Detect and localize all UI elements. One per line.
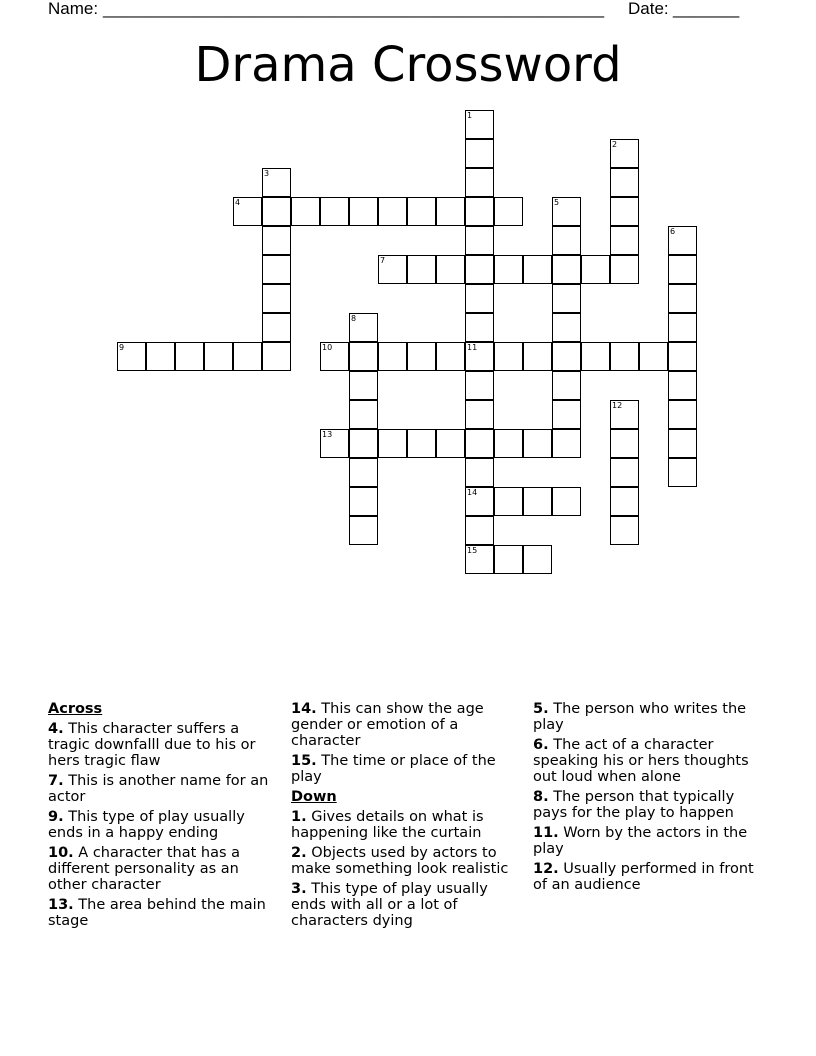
grid-cell[interactable]: [349, 516, 378, 545]
cell-number: 3: [264, 169, 270, 178]
grid-cell[interactable]: [465, 458, 494, 487]
cell-number: 6: [670, 227, 676, 236]
header: [48, 0, 768, 20]
grid-cell[interactable]: [146, 342, 175, 371]
grid-cell[interactable]: [465, 342, 494, 371]
grid-cell[interactable]: [465, 429, 494, 458]
grid-cell[interactable]: [610, 487, 639, 516]
grid-cell[interactable]: [349, 400, 378, 429]
grid-cell[interactable]: [465, 516, 494, 545]
grid-cell[interactable]: [552, 487, 581, 516]
cell-number: 4: [235, 198, 241, 207]
grid-cell[interactable]: [523, 255, 552, 284]
grid-cell[interactable]: [552, 400, 581, 429]
name-label: Name:: [48, 0, 99, 18]
grid-cell[interactable]: [262, 342, 291, 371]
grid-cell[interactable]: [465, 226, 494, 255]
grid-cell[interactable]: [552, 226, 581, 255]
grid-cell[interactable]: [610, 458, 639, 487]
cell-number: 1: [467, 111, 473, 120]
grid-cell[interactable]: [262, 197, 291, 226]
grid-cell[interactable]: [610, 139, 639, 168]
grid-cell[interactable]: [552, 342, 581, 371]
grid-cell[interactable]: [291, 197, 320, 226]
grid-cell[interactable]: [349, 197, 378, 226]
grid-cell[interactable]: [494, 255, 523, 284]
grid-cell[interactable]: [668, 255, 697, 284]
grid-cell[interactable]: [262, 313, 291, 342]
clues-column-2: [291, 701, 519, 933]
down-clue: 12. Usually performed in front of an audience: [533, 861, 754, 893]
grid-cell[interactable]: [407, 255, 436, 284]
cell-number: 12: [612, 401, 623, 410]
grid-cell[interactable]: [610, 168, 639, 197]
grid-cell[interactable]: [378, 197, 407, 226]
date-field[interactable]: _______: [673, 0, 740, 18]
grid-cell[interactable]: [465, 487, 494, 516]
grid-cell[interactable]: [436, 197, 465, 226]
grid-cell[interactable]: [668, 284, 697, 313]
grid-cell[interactable]: [262, 284, 291, 313]
grid-cell[interactable]: [523, 342, 552, 371]
grid-cell[interactable]: [610, 197, 639, 226]
grid-cell[interactable]: [233, 197, 262, 226]
grid-cell[interactable]: [349, 313, 378, 342]
grid-cell[interactable]: [378, 255, 407, 284]
grid-cell[interactable]: [552, 284, 581, 313]
grid-cell[interactable]: [610, 516, 639, 545]
grid-cell[interactable]: [523, 429, 552, 458]
cell-number: 9: [119, 343, 125, 352]
down-clue: 6. The act of a character speaking his or hers thoughts out loud when alone: [533, 737, 749, 785]
grid-cell[interactable]: [523, 545, 552, 574]
grid-cell[interactable]: [465, 284, 494, 313]
cell-number: 11: [467, 343, 478, 352]
grid-cell[interactable]: [552, 371, 581, 400]
down-clue: 1. Gives details on what is happening like the curtain: [291, 809, 484, 841]
grid-cell[interactable]: [465, 371, 494, 400]
cell-number: 15: [467, 546, 478, 555]
grid-cell[interactable]: [610, 400, 639, 429]
grid-cell[interactable]: [320, 429, 349, 458]
grid-cell[interactable]: [581, 255, 610, 284]
grid-cell[interactable]: [349, 342, 378, 371]
clues-column-3: [533, 701, 761, 897]
grid-cell[interactable]: [523, 487, 552, 516]
grid-cell[interactable]: [494, 545, 523, 574]
grid-cell[interactable]: [262, 255, 291, 284]
name-field[interactable]: _____________________________________________________: [103, 0, 605, 18]
grid-cell[interactable]: [668, 429, 697, 458]
cell-number: 13: [322, 430, 333, 439]
page-title: Drama Crossword: [194, 37, 622, 93]
grid-cell[interactable]: [349, 487, 378, 516]
grid-cell[interactable]: [552, 197, 581, 226]
down-heading: Down: [291, 789, 337, 805]
grid-cell[interactable]: [465, 139, 494, 168]
grid-cell[interactable]: [494, 342, 523, 371]
grid-cell[interactable]: [610, 429, 639, 458]
cell-number: 10: [322, 343, 333, 352]
grid-cell[interactable]: [262, 226, 291, 255]
across-clue: 4. This character suffers a tragic downfalll due to his or hers tragic flaw: [48, 721, 256, 769]
grid-cell[interactable]: [204, 342, 233, 371]
grid-cell[interactable]: [552, 313, 581, 342]
grid-cell[interactable]: [465, 255, 494, 284]
grid-cell[interactable]: [407, 342, 436, 371]
across-clue: 14. This can show the age gender or emotion of a character: [291, 701, 484, 749]
grid-cell[interactable]: [349, 429, 378, 458]
grid-cell[interactable]: [494, 429, 523, 458]
across-clue: 7. This is another name for an actor: [48, 773, 269, 805]
grid-cell[interactable]: [175, 342, 204, 371]
grid-cell[interactable]: [436, 255, 465, 284]
across-heading: Across: [48, 701, 103, 717]
across-clue: 13. The area behind the main stage: [48, 897, 266, 929]
down-clue: 11. Worn by the actors in the play: [533, 825, 748, 857]
grid-cell[interactable]: [436, 342, 465, 371]
grid-cell[interactable]: [262, 168, 291, 197]
cell-number: 2: [612, 140, 618, 149]
grid-cell[interactable]: [117, 342, 146, 371]
grid-cell[interactable]: [552, 429, 581, 458]
across-clue: 10. A character that has a different personality as an other character: [48, 845, 241, 893]
grid-cell[interactable]: [610, 255, 639, 284]
grid-cell[interactable]: [465, 545, 494, 574]
grid-cell[interactable]: [494, 197, 523, 226]
date-label: Date:: [628, 0, 669, 18]
grid-cell[interactable]: [668, 400, 697, 429]
grid-cell[interactable]: [668, 458, 697, 487]
grid-cell[interactable]: [668, 313, 697, 342]
grid-cell[interactable]: [465, 400, 494, 429]
grid-cell[interactable]: [349, 371, 378, 400]
grid-cell[interactable]: [552, 255, 581, 284]
grid-cell[interactable]: [320, 342, 349, 371]
cell-number: 8: [351, 314, 357, 323]
down-clue: 2. Objects used by actors to make something look realistic: [291, 845, 509, 877]
down-clue: 3. This type of play usually ends with all or a lot of characters dying: [291, 881, 488, 929]
grid-cell[interactable]: [668, 342, 697, 371]
grid-cell[interactable]: [378, 342, 407, 371]
grid-cell[interactable]: [407, 429, 436, 458]
grid-cell[interactable]: [320, 197, 349, 226]
grid-cell[interactable]: [407, 197, 436, 226]
grid-cell[interactable]: [581, 342, 610, 371]
grid-cell[interactable]: [233, 342, 262, 371]
cell-number: 14: [467, 488, 478, 497]
grid-cell[interactable]: [668, 371, 697, 400]
grid-cell[interactable]: [378, 429, 407, 458]
grid-cell[interactable]: [465, 110, 494, 139]
down-clue: 5. The person who writes the play: [533, 701, 747, 733]
grid-cell[interactable]: [639, 342, 668, 371]
grid-cell[interactable]: [349, 458, 378, 487]
grid-cell[interactable]: [465, 168, 494, 197]
grid-cell[interactable]: [436, 429, 465, 458]
grid-cell[interactable]: [610, 226, 639, 255]
cell-number: 5: [554, 198, 560, 207]
across-clue: 9. This type of play usually ends in a happy ending: [48, 809, 245, 841]
cell-number: 7: [380, 256, 386, 265]
grid-cell[interactable]: [465, 197, 494, 226]
down-clue: 8. The person that typically pays for the play to happen: [533, 789, 735, 821]
grid-cell[interactable]: [465, 313, 494, 342]
across-clue: 15. The time or place of the play: [291, 753, 496, 785]
clues-column-1: [48, 701, 276, 933]
grid-cell[interactable]: [668, 226, 697, 255]
grid-cell[interactable]: [494, 487, 523, 516]
grid-cell[interactable]: [610, 342, 639, 371]
